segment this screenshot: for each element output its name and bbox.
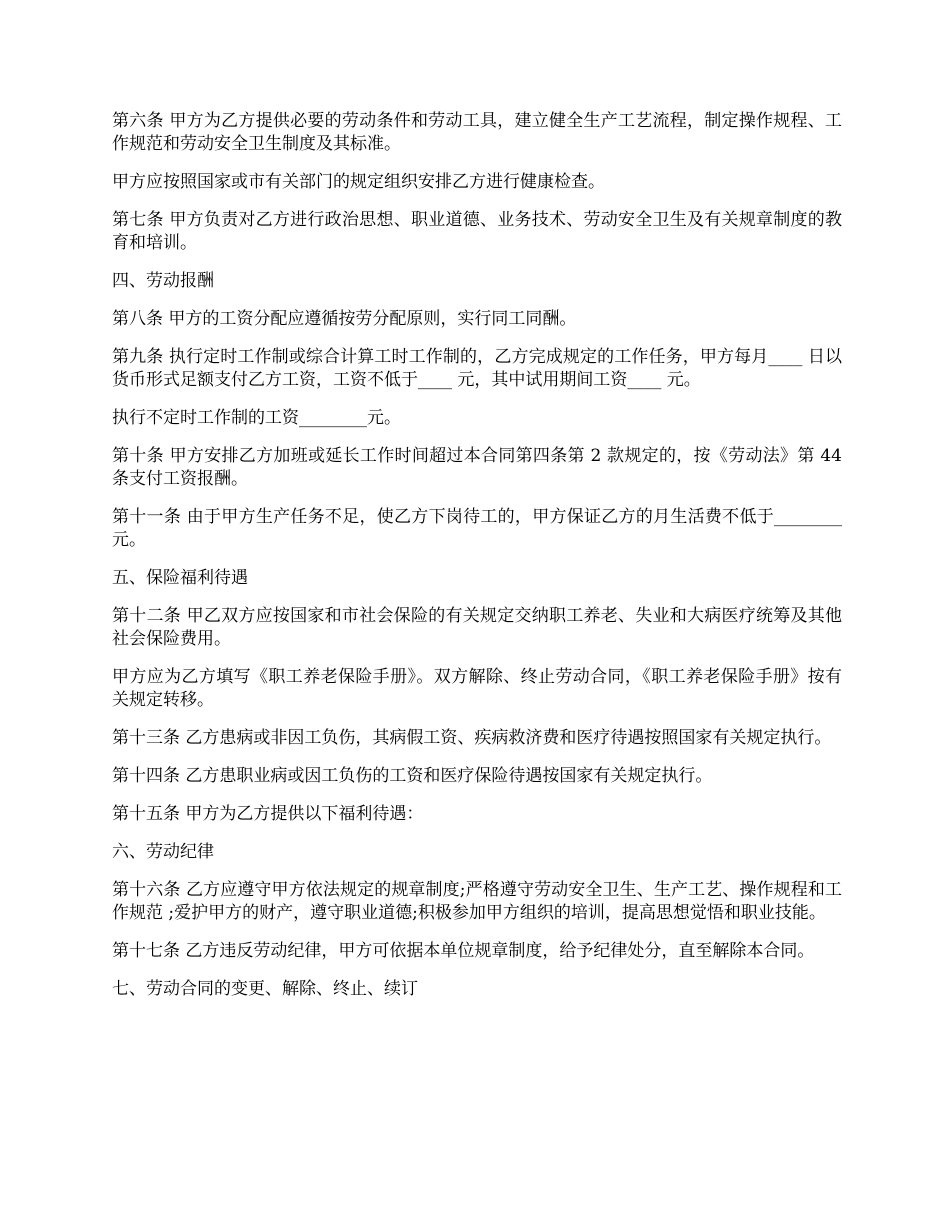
- flexible-hours-wage-paragraph: 执行不定时工作制的工资________元。: [112, 408, 401, 428]
- clause-17: 第十七条 乙方违反劳动纪律，甲方可依据本单位规章制度，给予纪律处分，直至解除本合同。: [112, 941, 815, 961]
- section-heading-discipline: 六、劳动纪律: [112, 842, 214, 862]
- clause-11: 第十一条 由于甲方生产任务不足，使乙方下岗待工的，甲方保证乙方的月生活费不低于________元。: [112, 507, 842, 550]
- clause-14: 第十四条 乙方患职业病或因工负伤的工资和医疗保险待遇按国家有关规定执行。: [112, 766, 713, 786]
- section-heading-insurance: 五、保险福利待遇: [112, 568, 248, 588]
- clause-10: 第十条 甲方安排乙方加班或延长工作时间超过本合同第四条第 2 款规定的，按《劳动法》第 44 条支付工资报酬。: [112, 446, 842, 489]
- section-heading-contract-changes: 七、劳动合同的变更、解除、终止、续订: [112, 979, 418, 999]
- clause-12: 第十二条 甲乙双方应按国家和市社会保险的有关规定交纳职工养老、失业和大病医疗统筹及其他社会保险费用。: [112, 606, 842, 649]
- clause-6: 第六条 甲方为乙方提供必要的劳动条件和劳动工具，建立健全生产工艺流程，制定操作规程、工作规范和劳动安全卫生制度及其标准。: [112, 111, 842, 154]
- health-check-paragraph: 甲方应按照国家或市有关部门的规定组织安排乙方进行健康检查。: [112, 172, 605, 192]
- clause-15: 第十五条 甲方为乙方提供以下福利待遇：: [112, 804, 424, 824]
- clause-8: 第八条 甲方的工资分配应遵循按劳分配原则，实行同工同酬。: [112, 309, 577, 329]
- section-heading-remuneration: 四、劳动报酬: [112, 271, 214, 291]
- document-page: [112, 110, 842, 1016]
- clause-7: 第七条 甲方负责对乙方进行政治思想、职业道德、业务技术、劳动安全卫生及有关规章制度的教育和培训。: [112, 210, 842, 253]
- clause-16: 第十六条 乙方应遵守甲方依法规定的规章制度;严格遵守劳动安全卫生、生产工艺、操作规程和工作规范 ;爱护甲方的财产，遵守职业道德;积极参加甲方组织的培训，提高思想觉悟和职业技能。: [112, 880, 842, 923]
- clause-9: 第九条 执行定时工作制或综合计算工时工作制的，乙方完成规定的工作任务，甲方每月____ 日以货币形式足额支付乙方工资，工资不低于____ 元，其中试用期间工资____ 元。: [112, 347, 842, 390]
- pension-handbook-paragraph: 甲方应为乙方填写《职工养老保险手册》。双方解除、终止劳动合同，《职工养老保险手册》按有关规定转移。: [112, 667, 842, 710]
- clause-13: 第十三条 乙方患病或非因工负伤，其病假工资、疾病救济费和医疗待遇按照国家有关规定执行。: [112, 728, 832, 748]
